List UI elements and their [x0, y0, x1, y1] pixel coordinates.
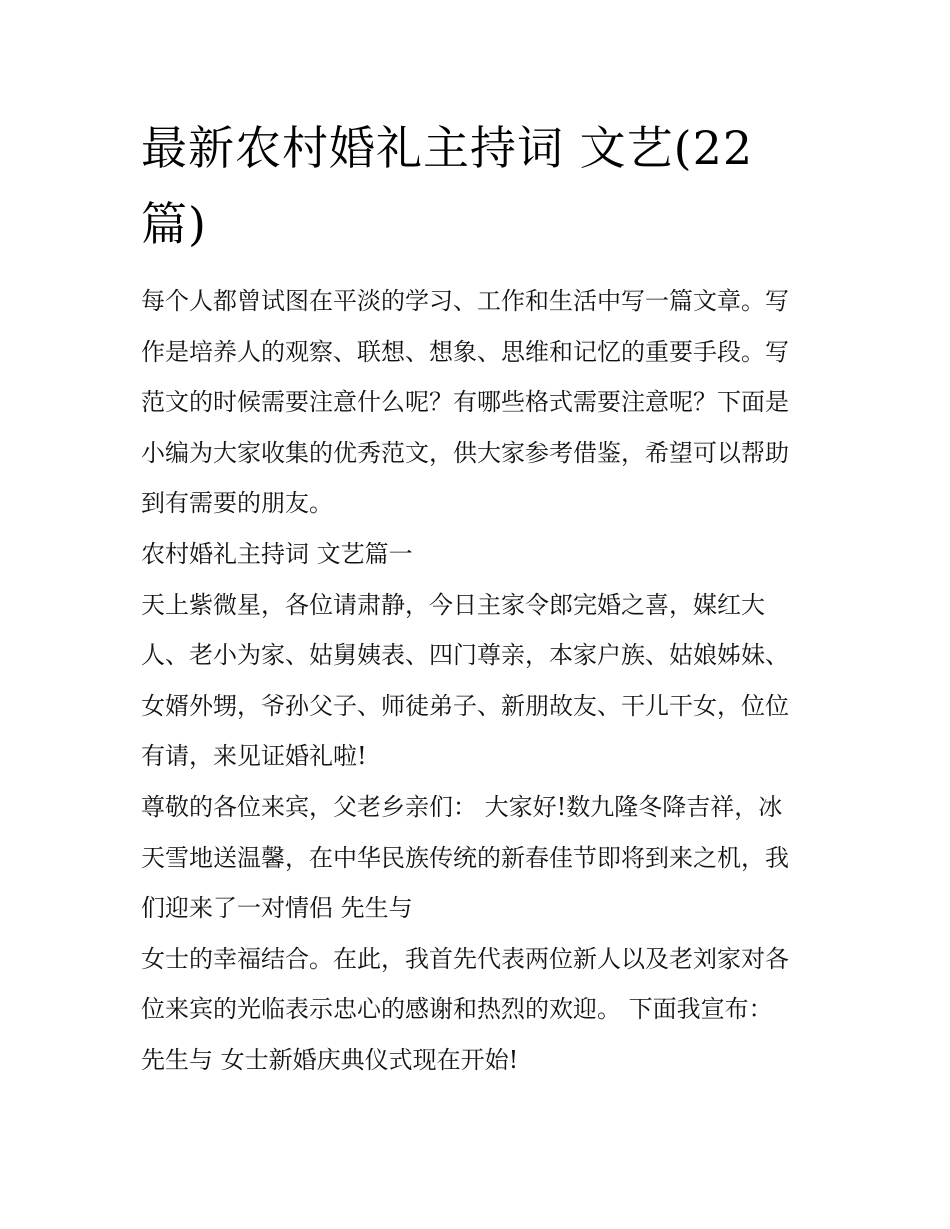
title-line: 最新农村婚礼主持词 文艺(22 — [141, 121, 754, 175]
document-title — [141, 110, 821, 262]
section-heading — [141, 529, 821, 580]
section-heading-text: 农村婚礼主持词 文艺篇一 — [141, 539, 413, 568]
text-line: 天上紫微星，各位请肃静，今日主家令郎完婚之喜，媒红大 — [141, 590, 765, 619]
intro-paragraph — [141, 276, 821, 529]
text-line: 女士的幸福结合。在此，我首先代表两位新人以及老刘家对各 — [141, 944, 789, 973]
text-line: 到有需要的朋友。 — [141, 489, 333, 518]
document-page — [141, 110, 821, 1086]
body-paragraph — [141, 580, 821, 782]
text-line: 范文的时候需要注意什么呢？有哪些格式需要注意呢？下面是 — [141, 388, 789, 417]
title-line: 篇) — [141, 197, 207, 251]
body-paragraph — [141, 934, 821, 1086]
text-line: 小编为大家收集的优秀范文，供大家参考借鉴，希望可以帮助 — [141, 438, 789, 467]
text-line: 尊敬的各位来宾，父老乡亲们： 大家好!数九隆冬降吉祥，冰 — [141, 792, 783, 821]
text-line: 有请，来见证婚礼啦! — [141, 742, 367, 771]
document-body — [141, 276, 821, 1086]
text-line: 人、老小为家、姑舅姨表、四门尊亲，本家户族、姑娘姊妹、 — [141, 641, 789, 670]
text-line: 女婿外甥，爷孙父子、师徒弟子、新朋故友、干儿干女，位位 — [141, 691, 789, 720]
text-line: 先生与 女士新婚庆典仪式现在开始! — [141, 1045, 519, 1074]
text-line: 作是培养人的观察、联想、想象、思维和记忆的重要手段。写 — [141, 337, 789, 366]
text-line: 位来宾的光临表示忠心的感谢和热烈的欢迎。 下面我宣布： — [141, 995, 773, 1024]
text-line: 们迎来了一对情侣 先生与 — [141, 894, 413, 923]
body-paragraph — [141, 782, 821, 934]
text-line: 天雪地送温馨，在中华民族传统的新春佳节即将到来之机，我 — [141, 843, 789, 872]
text-line: 每个人都曾试图在平淡的学习、工作和生活中写一篇文章。写 — [141, 287, 789, 315]
